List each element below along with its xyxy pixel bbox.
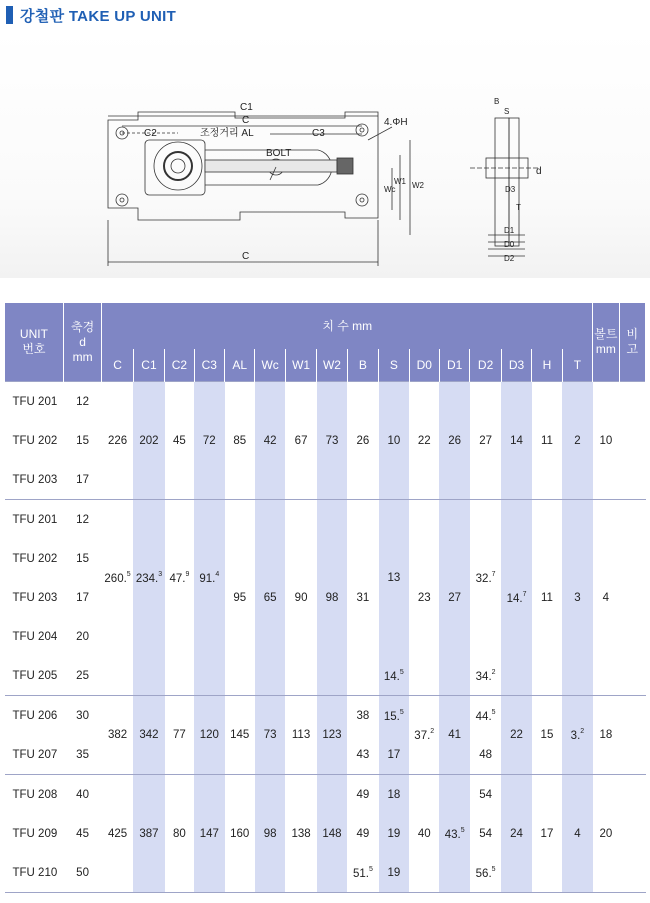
unit-number: TFU 206 xyxy=(5,696,64,736)
value-c1: 234.$^3$ xyxy=(133,500,164,657)
value-h: 11 xyxy=(532,500,562,696)
label-d2: D2 xyxy=(504,254,515,263)
value-c1: 202 xyxy=(133,382,164,500)
value-t: 3 xyxy=(562,500,593,696)
label-t: T xyxy=(516,203,521,212)
header-col-d1: D1 xyxy=(439,349,469,382)
value-d3: 14 xyxy=(501,382,531,500)
label-b: B xyxy=(494,97,500,106)
value-wc: 42 xyxy=(255,382,285,500)
value-h: 15 xyxy=(532,696,562,775)
unit-number: TFU 204 xyxy=(12,630,58,643)
label-c-bottom: C xyxy=(242,251,250,262)
unit-number: TFU 203 xyxy=(12,473,58,486)
label-hole: 4.ΦH xyxy=(384,117,408,128)
value-c1: 342 xyxy=(133,696,164,775)
header-bolt: 볼트 mm xyxy=(593,303,619,382)
unit-number: TFU 201 xyxy=(5,382,64,422)
value-d2-alt: 34.$^2$ xyxy=(475,668,496,683)
header-col-s: S xyxy=(379,349,409,382)
value-b: 49 xyxy=(356,827,370,840)
unit-number: TFU 203 xyxy=(12,591,58,604)
value-bolt: 10 xyxy=(593,382,619,500)
shaft-diameter: 17 xyxy=(76,591,89,604)
label-d1: D1 xyxy=(504,226,515,235)
shaft-diameter: 40 xyxy=(63,775,102,815)
shaft-diameter: 15 xyxy=(76,434,89,447)
shaft-diameter: 35 xyxy=(76,748,89,761)
value-c1: 387 xyxy=(133,775,164,893)
value-d2: 44.$^5$ xyxy=(470,696,501,736)
header-col-wc: Wc xyxy=(255,349,285,382)
value-note xyxy=(619,500,645,696)
unit-number: TFU 202 xyxy=(12,552,58,565)
page-title: 강철판 TAKE UP UNIT xyxy=(20,8,177,25)
value-d0: 23 xyxy=(409,500,439,696)
table-row xyxy=(5,696,646,736)
value-c2: 77 xyxy=(165,696,194,775)
table-row xyxy=(5,500,646,540)
value-h: 17 xyxy=(532,775,562,893)
shaft-diameter: 17 xyxy=(76,473,89,486)
value-c3: 147 xyxy=(194,775,224,893)
value-bolt: 18 xyxy=(593,696,619,775)
value-note xyxy=(619,775,645,893)
shaft-diameter: 12 xyxy=(63,382,102,422)
value-b: 49 xyxy=(347,775,378,815)
value-w2: 73 xyxy=(317,382,347,500)
header-col-b: B xyxy=(347,349,378,382)
value-t: 3.$^2$ xyxy=(562,696,593,775)
unit-number: TFU 202 xyxy=(12,434,58,447)
spec-table xyxy=(4,303,646,893)
value-s: 15.$^5$ xyxy=(379,696,409,736)
value-al: 95 xyxy=(225,500,255,696)
value-wc: 73 xyxy=(255,696,285,775)
label-adjust: 조정거리 AL xyxy=(200,128,254,139)
value-bolt: 4 xyxy=(593,500,619,696)
value-d3: 24 xyxy=(501,775,531,893)
value-d2: 54 xyxy=(470,775,501,815)
value-s: 19 xyxy=(379,853,409,893)
header-col-al: AL xyxy=(225,349,255,382)
header-shaft: 축경 d mm xyxy=(63,303,102,382)
label-c-top: C xyxy=(242,115,250,126)
header-col-d3: D3 xyxy=(501,349,531,382)
header-col-d2: D2 xyxy=(470,349,501,382)
header-col-w1: W1 xyxy=(285,349,316,382)
shaft-diameter: 12 xyxy=(63,500,102,540)
unit-number: TFU 207 xyxy=(12,748,58,761)
value-b: 38 xyxy=(347,696,378,736)
table-row xyxy=(5,775,646,815)
label-w2: W2 xyxy=(412,181,424,190)
value-d0: 22 xyxy=(409,382,439,500)
value-d0: 40 xyxy=(409,775,439,893)
label-d0: D0 xyxy=(504,240,515,249)
unit-number: TFU 201 xyxy=(5,500,64,540)
value-c xyxy=(102,656,133,696)
value-d1: 41 xyxy=(439,696,469,775)
label-c1: C1 xyxy=(240,102,253,113)
header-note: 비 고 xyxy=(619,303,645,382)
value-wc: 98 xyxy=(255,775,285,893)
value-b: 51.$^5$ xyxy=(352,865,373,880)
label-bolt: BOLT xyxy=(266,148,292,159)
value-wc: 65 xyxy=(255,500,285,696)
shaft-diameter: 45 xyxy=(76,827,89,840)
value-c: 425 xyxy=(102,775,133,893)
value-s: 18 xyxy=(379,775,409,815)
unit-number: TFU 209 xyxy=(12,827,58,840)
value-s: 10 xyxy=(379,382,409,500)
shaft-diameter: 20 xyxy=(76,630,89,643)
header-col-c3: C3 xyxy=(194,349,224,382)
header-col-c: C xyxy=(102,349,133,382)
value-al: 160 xyxy=(225,775,255,893)
value-w2: 123 xyxy=(317,696,347,775)
value-c3: 91.$^4$ xyxy=(194,500,224,657)
unit-number: TFU 210 xyxy=(12,866,58,879)
header-col-t: T xyxy=(562,349,593,382)
value-d2: 48 xyxy=(479,748,492,761)
drawing-svg xyxy=(0,30,650,278)
value-d1: 27 xyxy=(439,500,469,696)
value-b: 31 xyxy=(347,500,378,696)
value-w2: 148 xyxy=(317,775,347,893)
value-t: 2 xyxy=(562,382,593,500)
value-c: 260.$^5$ xyxy=(102,500,133,657)
value-c2: 47.$^9$ xyxy=(165,500,194,657)
value-d2: 32.$^7$ xyxy=(470,500,501,657)
title-bar xyxy=(0,0,650,30)
header-unit: UNIT 번호 xyxy=(5,303,64,382)
value-s: 13 xyxy=(379,500,409,657)
value-w1: 67 xyxy=(285,382,316,500)
label-c2: C2 xyxy=(144,128,157,139)
value-c: 226 xyxy=(102,382,133,500)
shaft-diameter: 25 xyxy=(76,669,89,682)
value-al: 145 xyxy=(225,696,255,775)
value-c3: 72 xyxy=(194,382,224,500)
value-c: 382 xyxy=(102,696,133,775)
value-d3: 22 xyxy=(501,696,531,775)
value-d3: 14.$^7$ xyxy=(501,500,531,696)
value-c2: 45 xyxy=(165,382,194,500)
label-w1: W1 xyxy=(394,177,406,186)
value-al: 85 xyxy=(225,382,255,500)
value-c2: 80 xyxy=(165,775,194,893)
value-c2 xyxy=(165,656,194,696)
shaft-diameter: 50 xyxy=(76,866,89,879)
value-s: 19 xyxy=(379,814,409,853)
value-h: 11 xyxy=(532,382,562,500)
header-col-h: H xyxy=(532,349,562,382)
header-col-w2: W2 xyxy=(317,349,347,382)
value-d0: 37.$^2$ xyxy=(409,696,439,775)
unit-number: TFU 205 xyxy=(12,669,58,682)
label-wc: Wc xyxy=(384,185,396,194)
label-d3: D3 xyxy=(505,185,516,194)
table-row xyxy=(5,382,646,422)
header-dimensions: 치 수 mm xyxy=(102,303,593,349)
header-col-c1: C1 xyxy=(133,349,164,382)
value-d2: 27 xyxy=(470,382,501,500)
value-c3 xyxy=(194,656,224,696)
value-b: 43 xyxy=(356,748,370,761)
shaft-diameter: 30 xyxy=(63,696,102,736)
label-s: S xyxy=(504,107,510,116)
unit-number: TFU 208 xyxy=(5,775,64,815)
shaft-diameter: 15 xyxy=(76,552,89,565)
value-bolt: 20 xyxy=(593,775,619,893)
value-w1: 113 xyxy=(285,696,316,775)
label-c3: C3 xyxy=(312,128,325,139)
value-t: 4 xyxy=(562,775,593,893)
value-d2: 54 xyxy=(479,827,492,840)
header-col-d0: D0 xyxy=(409,349,439,382)
header-col-c2: C2 xyxy=(165,349,194,382)
value-w1: 90 xyxy=(285,500,316,696)
technical-drawing xyxy=(0,30,650,278)
value-c1 xyxy=(133,656,164,696)
value-note xyxy=(619,382,645,500)
value-c3: 120 xyxy=(194,696,224,775)
value-d1: 43.$^5$ xyxy=(439,775,469,893)
value-w2: 98 xyxy=(317,500,347,696)
value-b: 26 xyxy=(347,382,378,500)
value-s: 17 xyxy=(379,735,409,775)
label-d: d xyxy=(536,166,542,177)
title-marker xyxy=(6,6,13,24)
value-d1: 26 xyxy=(439,382,469,500)
value-s-alt: 14.$^5$ xyxy=(379,656,409,696)
value-d2: 56.$^5$ xyxy=(475,865,496,880)
value-note xyxy=(619,696,645,775)
value-w1: 138 xyxy=(285,775,316,893)
